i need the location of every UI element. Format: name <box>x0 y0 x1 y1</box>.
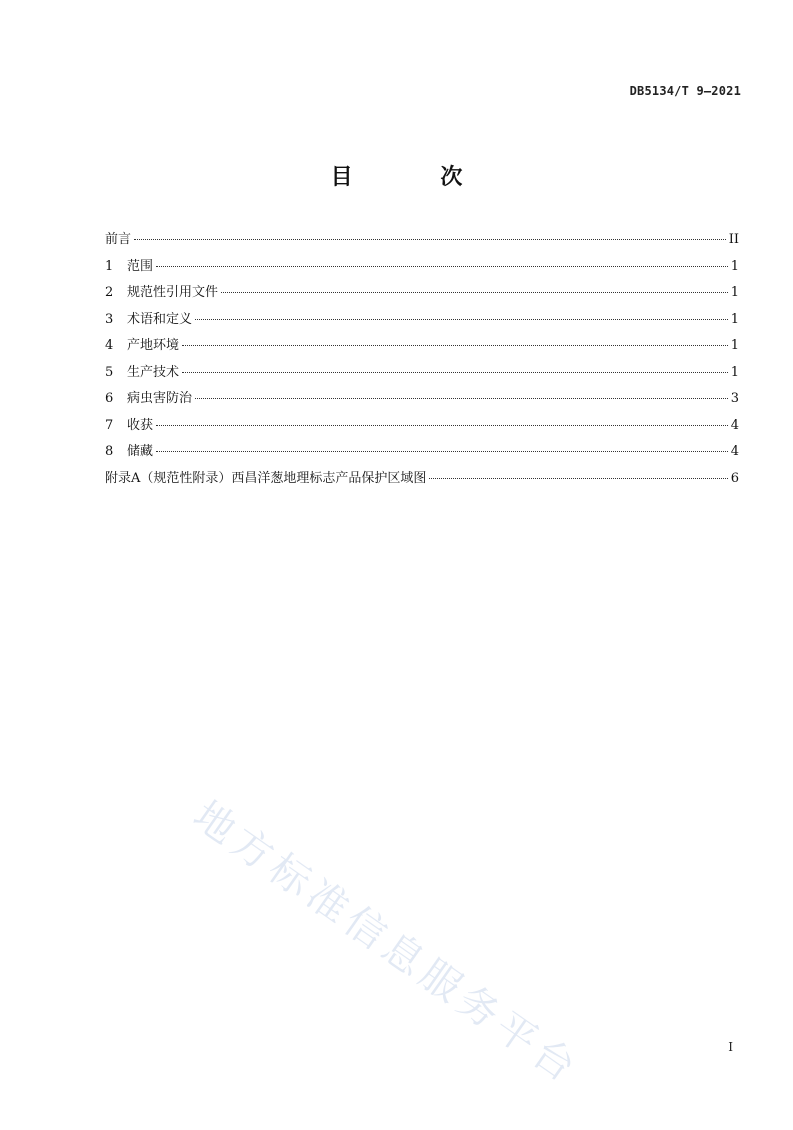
toc-dot-leader <box>221 292 728 293</box>
toc-dot-leader <box>156 266 728 267</box>
toc-dot-leader <box>156 425 728 426</box>
toc-entry-5[interactable] <box>105 363 739 390</box>
toc-dot-leader <box>156 451 728 452</box>
toc-dot-leader <box>195 319 728 320</box>
toc-entry-foreword[interactable] <box>105 230 739 257</box>
toc-entry-page: 3 <box>730 391 739 406</box>
toc-entry-page: 1 <box>730 364 739 380</box>
toc-entry-page: 1 <box>730 285 739 300</box>
toc-entry-8[interactable] <box>105 442 739 469</box>
toc-entry-page: 6 <box>730 470 739 486</box>
toc-entry-number: 8 <box>105 444 114 459</box>
toc-dot-leader <box>134 239 726 240</box>
toc-entry-number: 5 <box>105 364 114 380</box>
toc-entry-page: 4 <box>730 417 739 433</box>
toc-entry-label: 规范性引用文件 <box>127 285 219 300</box>
page-title: 目 次 <box>330 165 503 190</box>
toc-entry-7[interactable] <box>105 416 739 443</box>
toc-entry-page: II <box>728 232 739 247</box>
toc-entry-page: 1 <box>730 258 739 274</box>
toc-entry-page: 1 <box>730 338 739 353</box>
toc-entry-number: 3 <box>105 311 114 327</box>
toc-entry-4[interactable] <box>105 336 739 363</box>
toc-entry-label: 储藏 <box>127 444 154 459</box>
toc-entry-label: 附录A（规范性附录）西昌洋葱地理标志产品保护区域图 <box>105 470 427 486</box>
toc-entry-label: 收获 <box>127 417 154 433</box>
document-code: DB5134/T 9—2021 <box>629 84 741 98</box>
toc-dot-leader <box>182 372 728 373</box>
toc-dot-leader <box>429 478 727 479</box>
toc-entry-page: 4 <box>730 444 739 459</box>
toc-dot-leader <box>182 345 728 346</box>
toc-entry-label: 产地环境 <box>127 338 180 353</box>
page-number: I <box>728 1040 733 1054</box>
watermark-text: 地方标准信息服务平台 <box>184 792 588 1095</box>
toc-entry-3[interactable] <box>105 310 739 337</box>
toc-entry-6[interactable] <box>105 389 739 416</box>
toc-entry-1[interactable] <box>105 257 739 284</box>
toc-entry-appendix-a[interactable] <box>105 469 739 496</box>
toc-entry-label: 范围 <box>127 258 154 274</box>
toc-entry-number: 4 <box>105 338 114 353</box>
toc-entry-2[interactable] <box>105 283 739 310</box>
toc-entry-number: 2 <box>105 285 114 300</box>
toc-entry-page: 1 <box>730 311 739 327</box>
toc-entry-label: 病虫害防治 <box>127 391 193 406</box>
toc-entry-number: 7 <box>105 417 114 433</box>
toc-entry-label: 生产技术 <box>127 364 180 380</box>
toc-entry-label: 术语和定义 <box>127 311 193 327</box>
table-of-contents <box>105 230 739 495</box>
toc-dot-leader <box>195 398 728 399</box>
toc-entry-number: 6 <box>105 391 114 406</box>
toc-entry-number: 1 <box>105 258 114 274</box>
toc-entry-label: 前言 <box>105 232 132 247</box>
